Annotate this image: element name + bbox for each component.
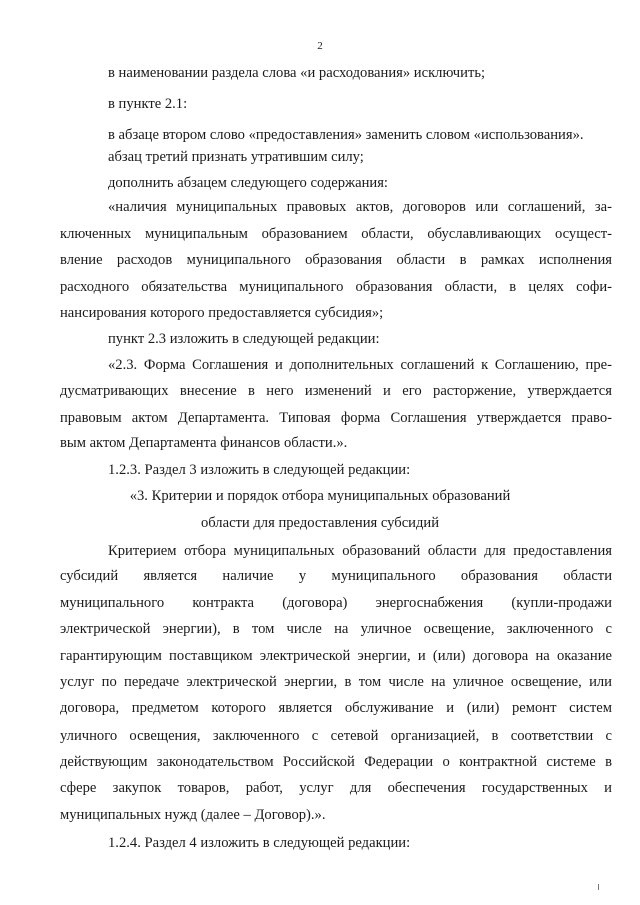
text-line-23: гарантирующим поставщиком электрической энергии, и (или) договора на оказание	[60, 649, 612, 664]
text-line-9: расходного обязательства муниципального образования области, в целях софи-	[60, 280, 612, 295]
text-line-16: 1.2.3. Раздел 3 изложить в следующей редакции:	[108, 462, 411, 478]
text-line-3: в абзаце втором слово «предоставления» заменить словом «использования».	[108, 127, 584, 143]
text-line-25: договора, предметом которого является обслуживание и (или) ремонт систем	[60, 701, 612, 716]
text-line-4: абзац третий признать утратившим силу;	[108, 149, 364, 165]
text-line-7: ключенных муниципальным образованием области, обуславливающих осущест-	[60, 227, 612, 242]
text-line-5: дополнить абзацем следующего содержания:	[108, 175, 388, 191]
text-line-12: «2.3. Форма Соглашения и дополнительных соглашений к Соглашению, пре-	[108, 358, 612, 373]
text-line-28: сфере закупок товаров, работ, услуг для обеспечения государственных и	[60, 781, 612, 796]
text-line-10: нансирования которого предоставляется субсидия»;	[60, 305, 384, 321]
text-line-1: в наименовании раздела слова «и расходования» исключить;	[108, 65, 486, 81]
section-heading-line-2: области для предоставления субсидий	[200, 515, 440, 531]
text-line-13: дусматривающих внесение в него изменений и его расторжение, утверждается	[60, 384, 612, 399]
text-line-15: вым актом Департамента финансов области.».	[60, 435, 348, 451]
text-line-8: вление расходов муниципального образования области в рамках исполнения	[60, 253, 612, 268]
text-line-6: «наличия муниципальных правовых актов, договоров или соглашений, за-	[108, 200, 612, 215]
text-line-24: услуг по передаче электрической энергии, в том числе на уличное освещение, или	[60, 675, 612, 690]
section-heading-line-1: «3. Критерии и порядок отбора муниципальных образований	[129, 488, 511, 504]
text-line-26: уличного освещения, заключенного с сетевой организацией, в соответствии с	[60, 729, 612, 744]
text-line-2: в пункте 2.1:	[108, 96, 188, 112]
text-line-29: муниципальных нужд (далее – Договор).».	[60, 807, 326, 823]
text-line-19: Критерием отбора муниципальных образований области для предоставления	[108, 544, 612, 559]
scan-mark	[598, 884, 599, 890]
page-number: 2	[317, 40, 323, 52]
text-line-30: 1.2.4. Раздел 4 изложить в следующей редакции:	[108, 835, 411, 851]
text-line-20: субсидий является наличие у муниципального образования области	[60, 569, 612, 584]
text-line-22: электрической энергии), в том числе на уличное освещение, заключенного с	[60, 622, 612, 637]
text-line-21: муниципального контракта (договора) энергоснабжения (купли-продажи	[60, 596, 612, 611]
text-line-14: правовым актом Департамента. Типовая форма Соглашения утверждается право-	[60, 411, 612, 426]
text-line-27: действующим законодательством Российской Федерации о контрактной системе в	[60, 755, 612, 770]
text-line-11: пункт 2.3 изложить в следующей редакции:	[108, 331, 380, 347]
